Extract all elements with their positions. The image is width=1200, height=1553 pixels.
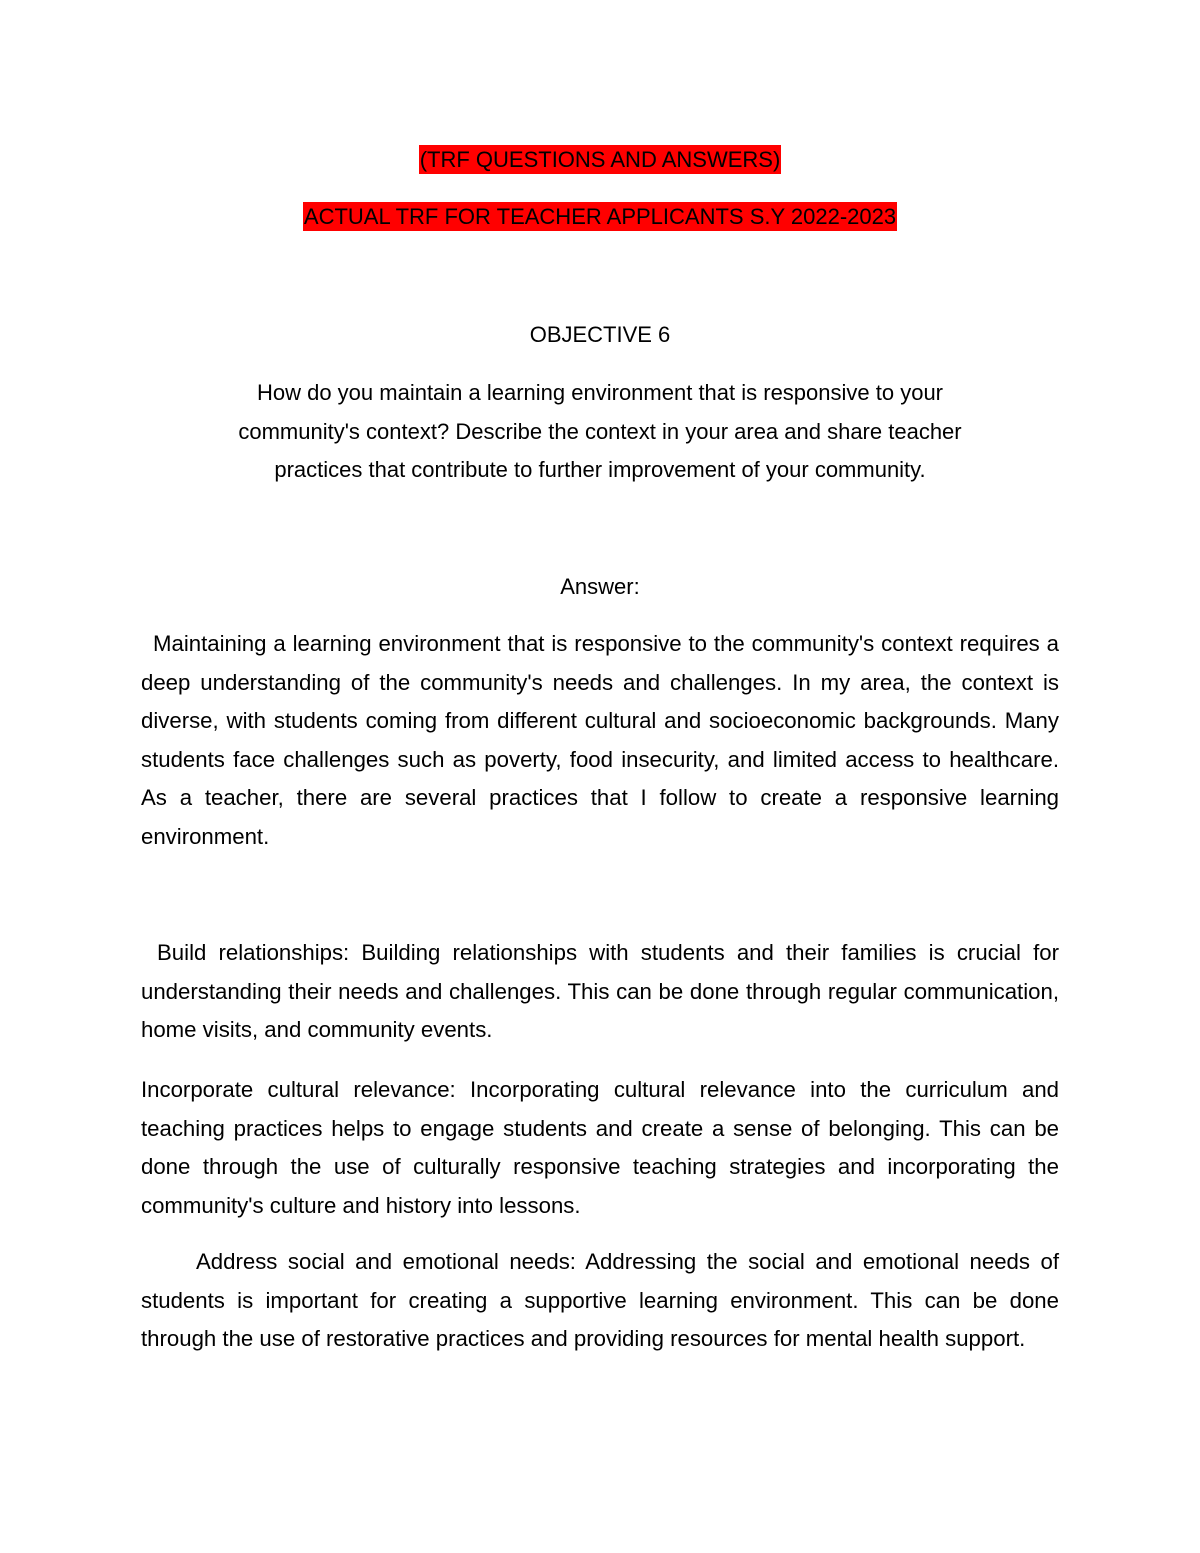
- answer-label: Answer:: [560, 574, 640, 599]
- practice-paragraph-build-relationships: Build relationships: Building relationships with students and their families is crucial for understanding their needs and challenges. This can be done through regular communication, home visits, and community events.: [141, 940, 1059, 1042]
- question-line-3: practices that contribute to further improvement of your community.: [274, 457, 926, 482]
- header-title-highlight: (TRF QUESTIONS AND ANSWERS): [419, 147, 781, 172]
- answer-intro-paragraph: Maintaining a learning environment that is responsive to the community's context requires a deep understanding of the community's needs and challenges. In my area, the context is diverse, with students coming from different cultural and socioeconomic backgrounds. Many students face challenges such as poverty, food insecurity, and limited access to healthcare. As a teacher, there are several practices that I follow to create a responsive learning environment.: [141, 631, 1059, 849]
- question-line-1: How do you maintain a learning environment that is responsive to your: [256, 380, 944, 405]
- header-line-1: [0, 145, 1200, 175]
- practice-paragraph-social-emotional: Address social and emotional needs: Addressing the social and emotional needs of students is important for creating a supportive learning environment. This can be done through the use of restorative practices and providing resources for mental health support.: [141, 1249, 1059, 1351]
- header-subtitle-highlight: ACTUAL TRF FOR TEACHER APPLICANTS S.Y 2022-2023: [303, 204, 897, 229]
- practice-paragraph-cultural-relevance: Incorporate cultural relevance: Incorporating cultural relevance into the curriculum and teaching practices helps to engage students and create a sense of belonging. This can be done through the use of culturally responsive teaching strategies and incorporating the community's culture and history into lessons.: [141, 1077, 1059, 1218]
- header-line-2: [0, 202, 1200, 232]
- question-line-2: community's context? Describe the context in your area and share teacher: [238, 419, 962, 444]
- objective-title: OBJECTIVE 6: [529, 322, 671, 347]
